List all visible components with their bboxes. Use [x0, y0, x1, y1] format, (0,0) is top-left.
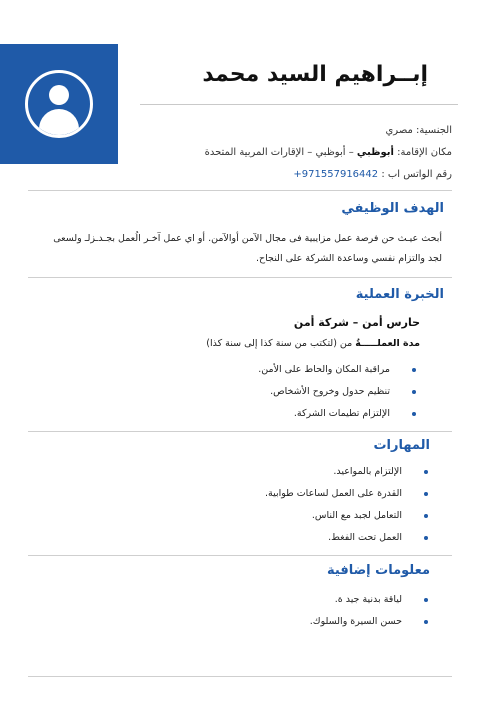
list-item: القدرة على العمل لساعات طوابية.: [265, 483, 430, 505]
section-divider: [28, 431, 452, 432]
list-item: حسن السيرة والسلوك.: [310, 611, 430, 633]
job-duration: [206, 338, 420, 349]
duration-value: من (لتكتب من سنة كذا إلى سنة كذا): [206, 338, 353, 349]
bullet-icon: [412, 368, 416, 372]
bullet-icon: [424, 470, 428, 474]
bullet-icon: [424, 620, 428, 624]
bullet-icon: [412, 412, 416, 416]
list-item: تنظيم حدول وخروح الأشخاص.: [258, 381, 418, 403]
bullet-icon: [424, 514, 428, 518]
whatsapp-number: +971557916442: [293, 169, 379, 180]
list-item: مراقبة المكان والحاط على الأمن.: [258, 359, 418, 381]
list-item: العمل تحت الفغط.: [265, 527, 430, 549]
residence-rest: – أبوظبي – الإقارات المربية المتحدة: [204, 147, 354, 158]
bullet-icon: [424, 536, 428, 540]
duration-label: مدة العملـــــةُ: [355, 338, 420, 349]
bullet-icon: [424, 598, 428, 602]
objective-title: الهدف الوظيفي: [341, 201, 444, 216]
section-divider: [28, 277, 452, 278]
nationality-value: مصري: [385, 125, 413, 136]
extra-info-title: معلومات إضافية: [327, 563, 430, 578]
bullet-icon: [424, 492, 428, 496]
objective-line-2: لجد والتزام نفسي وساعدة الشركة على النجاح.: [256, 253, 442, 264]
nationality-row: [32, 120, 452, 142]
skills-list: [265, 461, 430, 549]
whatsapp-row: [32, 164, 452, 186]
name-divider: [140, 104, 458, 105]
experience-list: [258, 359, 418, 425]
residence-city: أبوظبي: [356, 147, 394, 158]
section-divider: [28, 190, 452, 191]
list-item: الإلتزام تطيمات الشركة.: [258, 403, 418, 425]
nationality-label: الجنسية:: [416, 125, 452, 136]
skills-title: المهارات: [373, 438, 430, 453]
list-item: الإلتزام بالمواعيد.: [265, 461, 430, 483]
residence-row: [32, 142, 452, 164]
candidate-name: إبــراهيم السيد محمد: [202, 62, 428, 87]
personal-info: [32, 120, 452, 186]
extra-info-list: [310, 589, 430, 633]
job-title: حارس أمن – شركة أمن: [293, 316, 420, 329]
objective-line-1: أبحث عيـث حن فرصة عمل مزايبية فى مجال الآمن أوالآمن. أو اي عمل آخـر الُعمل بجـدـزلـ ولسعى: [53, 233, 442, 244]
bullet-icon: [412, 390, 416, 394]
whatsapp-label: رقم الواتس اب :: [381, 169, 452, 180]
section-divider: [28, 676, 452, 677]
objective-text: [34, 229, 442, 269]
residence-label: مكان الإقامة:: [397, 147, 452, 158]
section-divider: [28, 555, 452, 556]
list-item: التعامل لجبد مع الناس.: [265, 505, 430, 527]
experience-title: الخبرة العملية: [355, 287, 444, 302]
list-item: لياقة بدنية جيد ة.: [310, 589, 430, 611]
